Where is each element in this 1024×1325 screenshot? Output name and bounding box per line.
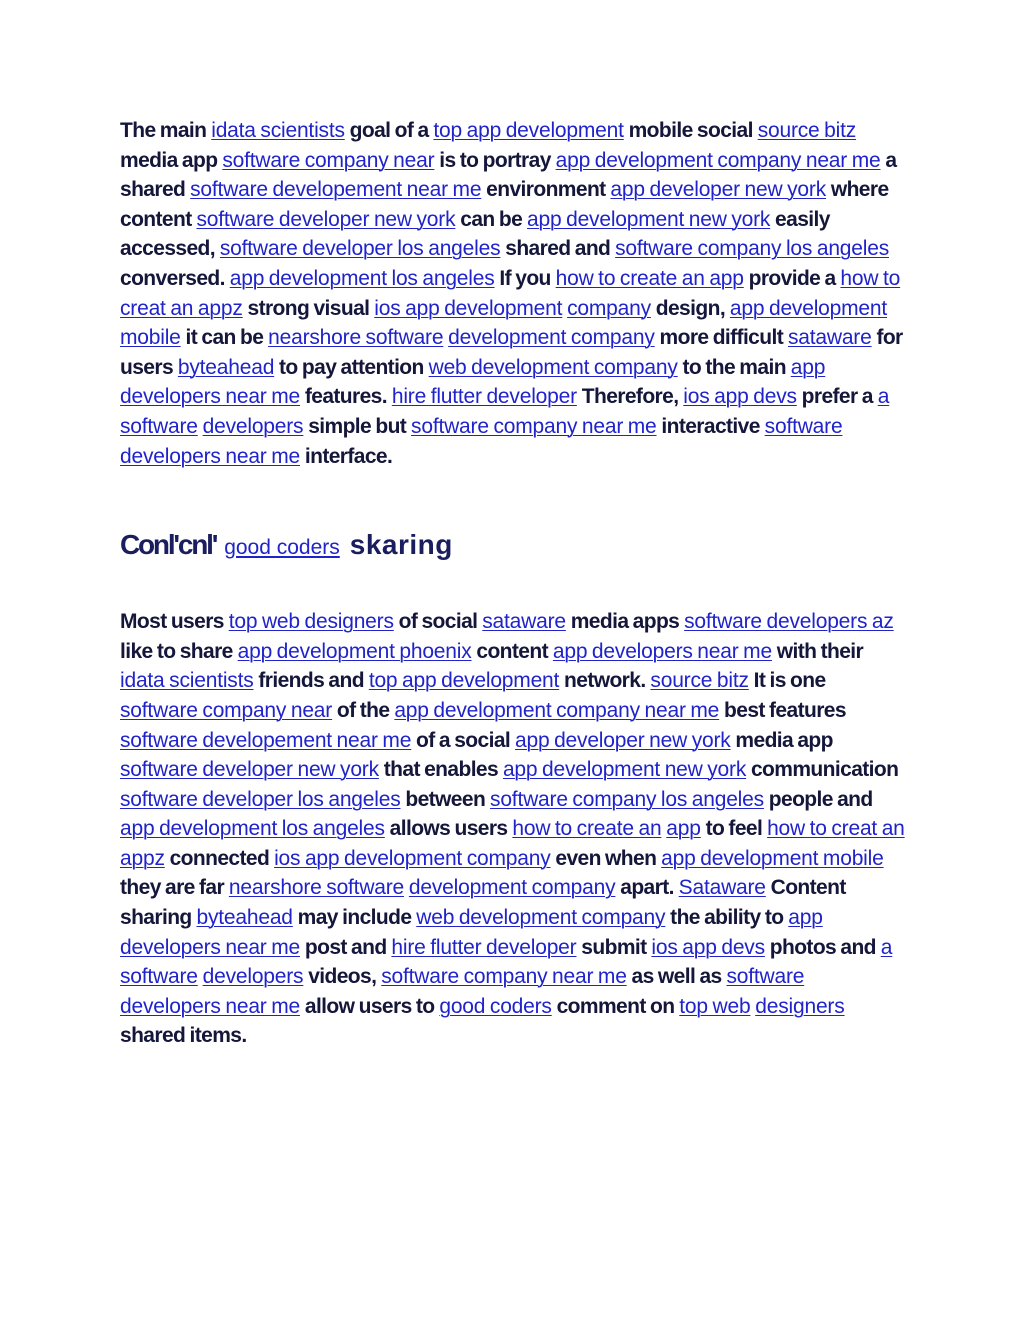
inline-link[interactable]: app developers near me	[120, 906, 823, 959]
inline-link[interactable]: byteahead	[196, 906, 293, 930]
inline-link[interactable]: web development company	[416, 906, 666, 930]
inline-link[interactable]: developers	[202, 965, 304, 989]
paragraph-main-goal	[120, 116, 905, 471]
inline-text: to pay attention	[279, 355, 424, 379]
inline-text: people and	[768, 787, 873, 811]
inline-link[interactable]: software company near me	[411, 414, 657, 438]
inline-text: may include	[297, 906, 412, 930]
inline-link[interactable]: software	[764, 414, 843, 438]
paragraph-content-sharing	[120, 607, 905, 1051]
inline-text: shared items.	[120, 1024, 247, 1048]
inline-text: design,	[655, 296, 726, 320]
inline-link[interactable]: sataware	[482, 610, 566, 634]
inline-link[interactable]: developers near me	[120, 444, 301, 468]
inline-text: of social	[398, 610, 478, 634]
inline-link[interactable]: app development new york	[527, 207, 771, 231]
inline-link[interactable]: app development company near me	[555, 148, 881, 172]
inline-text: provide a	[748, 266, 836, 290]
inline-link[interactable]: software developement near me	[190, 178, 482, 202]
inline-link[interactable]: how to creat an appz	[120, 817, 905, 870]
inline-link[interactable]: source bitz	[650, 669, 749, 693]
inline-link[interactable]: how to creat an appz	[120, 266, 901, 320]
inline-link[interactable]: byteahead	[177, 355, 275, 379]
heading-text-start: Conl'cnl'	[120, 529, 217, 561]
inline-link[interactable]: app development los angeles	[229, 266, 495, 290]
inline-link[interactable]: web development company	[428, 355, 678, 379]
inline-text: with their	[776, 639, 864, 663]
inline-text: can be	[460, 207, 523, 231]
section-heading	[120, 529, 905, 561]
inline-text: friends and	[258, 669, 364, 693]
inline-text: to the main	[682, 355, 786, 379]
inline-link[interactable]: top web	[679, 994, 751, 1018]
inline-link[interactable]: company	[567, 296, 651, 320]
inline-link[interactable]: app development mobile	[120, 296, 888, 350]
inline-link[interactable]: development company	[408, 876, 616, 900]
inline-text: Therefore,	[581, 385, 679, 409]
inline-text: is to portray	[439, 148, 551, 172]
inline-text: conversed.	[120, 266, 225, 290]
inline-link[interactable]: ios app development	[374, 296, 563, 320]
inline-text: connected	[169, 846, 270, 870]
inline-text: a shared	[120, 148, 897, 202]
inline-link[interactable]: source bitz	[757, 119, 857, 142]
inline-text: the ability to	[670, 906, 784, 930]
inline-text: of a social	[416, 728, 511, 752]
inline-link[interactable]: sataware	[787, 326, 872, 350]
inline-text: more difficult	[659, 326, 784, 350]
inline-link[interactable]: a software	[120, 385, 890, 438]
inline-link[interactable]: developers near me	[120, 994, 301, 1018]
inline-text: prefer a	[801, 385, 873, 409]
inline-link[interactable]: software developers az	[684, 610, 894, 634]
inline-text: media apps	[570, 610, 680, 634]
inline-text: It is one	[753, 669, 826, 693]
inline-text: to feel	[705, 817, 763, 841]
inline-text: for users	[120, 326, 903, 379]
inline-text: of the	[336, 698, 390, 722]
inline-link[interactable]: designers	[755, 994, 845, 1018]
inline-link[interactable]: ios app devs	[683, 385, 797, 409]
inline-text: media app	[120, 148, 218, 172]
inline-text: comment on	[556, 994, 675, 1018]
inline-link[interactable]: idata scientists	[120, 669, 254, 693]
inline-text: network.	[564, 669, 646, 693]
inline-link[interactable]: hire flutter developer	[391, 385, 577, 409]
inline-text: as well as	[631, 965, 722, 989]
inline-link[interactable]: software company los angeles	[615, 237, 890, 261]
inline-link[interactable]: software developer los angeles	[219, 237, 501, 261]
inline-link[interactable]: top app development	[368, 669, 560, 693]
inline-text: videos,	[308, 965, 377, 989]
inline-text: shared and	[505, 237, 611, 261]
inline-link[interactable]: software company near	[222, 148, 435, 172]
inline-text: goal of a	[349, 119, 429, 142]
inline-link[interactable]: idata scientists	[211, 119, 345, 142]
inline-link[interactable]: nearshore software	[228, 876, 405, 900]
heading-text-end: skaring	[349, 529, 453, 561]
inline-text: The main	[120, 119, 207, 142]
inline-link[interactable]: nearshore software	[268, 326, 444, 350]
inline-link[interactable]: app development phoenix	[237, 639, 472, 663]
inline-text: Most users	[120, 610, 224, 634]
inline-link[interactable]: app development los angeles	[120, 817, 385, 841]
inline-link[interactable]: top app development	[433, 119, 624, 142]
inline-text: interface.	[304, 444, 393, 468]
inline-text: allows users	[389, 817, 508, 841]
inline-text: they are far	[120, 876, 225, 900]
document-page	[120, 116, 905, 1051]
inline-text: Content sharing	[120, 876, 846, 930]
inline-link[interactable]: app developers near me	[552, 639, 772, 663]
inline-link[interactable]: app	[666, 817, 701, 841]
inline-text: content	[476, 639, 549, 663]
inline-link[interactable]: software developer new york	[120, 758, 379, 782]
inline-link[interactable]: app development mobile	[661, 846, 884, 870]
inline-text: submit	[581, 935, 647, 959]
inline-text: interactive	[661, 414, 760, 438]
inline-text: even when	[555, 846, 657, 870]
inline-link[interactable]: app developer new york	[515, 728, 731, 752]
inline-text: easily accessed,	[120, 207, 830, 261]
inline-link[interactable]: developers	[202, 414, 304, 438]
inline-link[interactable]: how to create an app	[555, 266, 744, 290]
inline-link[interactable]: Sataware	[678, 876, 766, 900]
inline-link[interactable]: hire flutter developer	[391, 935, 577, 959]
inline-text: post and	[304, 935, 387, 959]
inline-text: strong visual	[247, 296, 370, 320]
inline-link[interactable]: app developers near me	[120, 355, 826, 409]
inline-link[interactable]: ios app devs	[651, 935, 765, 959]
inline-text: it can be	[185, 326, 264, 350]
inline-text: media app	[735, 728, 833, 752]
inline-text: mobile social	[628, 119, 753, 142]
inline-text: simple but	[308, 414, 407, 438]
inline-text: If you	[499, 266, 551, 290]
inline-link[interactable]: top web designers	[228, 610, 394, 634]
inline-link[interactable]: software	[726, 965, 805, 989]
inline-text: photos and	[769, 935, 876, 959]
inline-link[interactable]: app development new york	[502, 758, 747, 782]
inline-link[interactable]: how to create an	[512, 817, 662, 841]
inline-text: where content	[120, 178, 889, 231]
inline-text: allow users to	[304, 994, 435, 1018]
inline-text: environment	[486, 178, 606, 202]
inline-link[interactable]: a software	[120, 935, 893, 989]
inline-link[interactable]: ios app development company	[274, 846, 551, 870]
inline-text: apart.	[620, 876, 674, 900]
inline-link[interactable]: software developement near me	[120, 728, 412, 752]
inline-link[interactable]: development company	[448, 326, 655, 350]
inline-text: like to share	[120, 639, 233, 663]
inline-link[interactable]: software company near me	[381, 965, 627, 989]
inline-link[interactable]: good coders	[439, 994, 552, 1018]
inline-text: features.	[304, 385, 387, 409]
inline-link[interactable]: software company los angeles	[490, 787, 764, 811]
inline-link[interactable]: app developer new york	[610, 178, 826, 202]
heading-link[interactable]: good coders	[224, 536, 340, 560]
inline-link[interactable]: app development company near me	[394, 698, 720, 722]
inline-text: best features	[724, 698, 846, 722]
inline-link[interactable]: software developer new york	[196, 207, 456, 231]
inline-text: between	[405, 787, 486, 811]
inline-text: that enables	[383, 758, 499, 782]
inline-link[interactable]: software developer los angeles	[120, 787, 401, 811]
inline-text: communication	[750, 758, 899, 782]
inline-link[interactable]: software company near	[120, 698, 333, 722]
